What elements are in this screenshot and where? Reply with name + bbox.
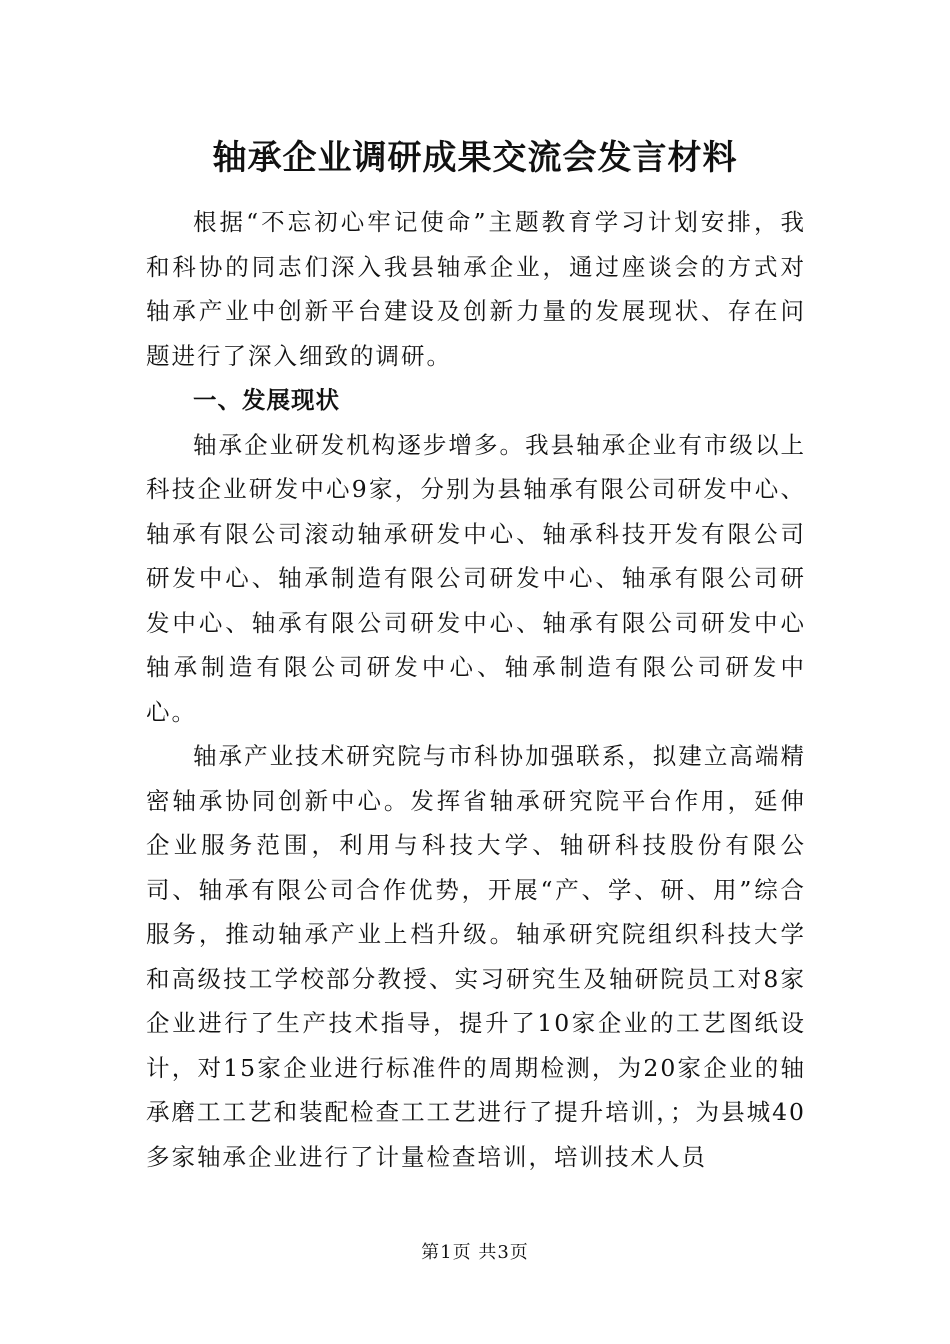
- intro-paragraph: 根据“不忘初心牢记使命”主题教育学习计划安排，我和科协的同志们深入我县轴承企业，通过座谈会的方式对轴承产业中创新平台建设及创新力量的发展现状、存在问题进行了深入细致的调研。: [146, 208, 806, 370]
- document-title: 轴承企业调研成果交流会发言材料: [212, 138, 738, 178]
- body-paragraph: 轴承产业技术研究院与市科协加强联系，拟建立高端精密轴承协同创新中心。发挥省轴承研究院平台作用，延伸企业服务范围，利用与科技大学、轴研科技股份有限公司、轴承有限公司合作优势，开展“产、学、研、用”综合服务，推动轴承产业上档升级。轴承研究院组织科技大学和高级技工学校部分教授、实习研究生及轴研院员工对8家企业进行了生产技术指导，提升了10家企业的工艺图纸设计，对15家企业进行标准件的周期检测，为20家企业的轴承磨工工艺和装配检查工工艺进行了提升培训，；为县城40多家轴承企业进行了计量检查培训，培训技术人员: [146, 742, 806, 1171]
- section-heading: 一、发展现状: [193, 386, 340, 414]
- document-body: [146, 200, 806, 1179]
- body-paragraph: 轴承企业研发机构逐步增多。我县轴承企业有市级以上科技企业研发中心9家，分别为县轴承有限公司研发中心、轴承有限公司滚动轴承研发中心、轴承科技开发有限公司研发中心、轴承制造有限公司研发中心、轴承有限公司研发中心、轴承有限公司研发中心、轴承有限公司研发中心轴承制造有限公司研发中心、轴承制造有限公司研发中心。: [146, 430, 806, 726]
- page-number-footer: 第1页 共3页: [421, 1242, 529, 1263]
